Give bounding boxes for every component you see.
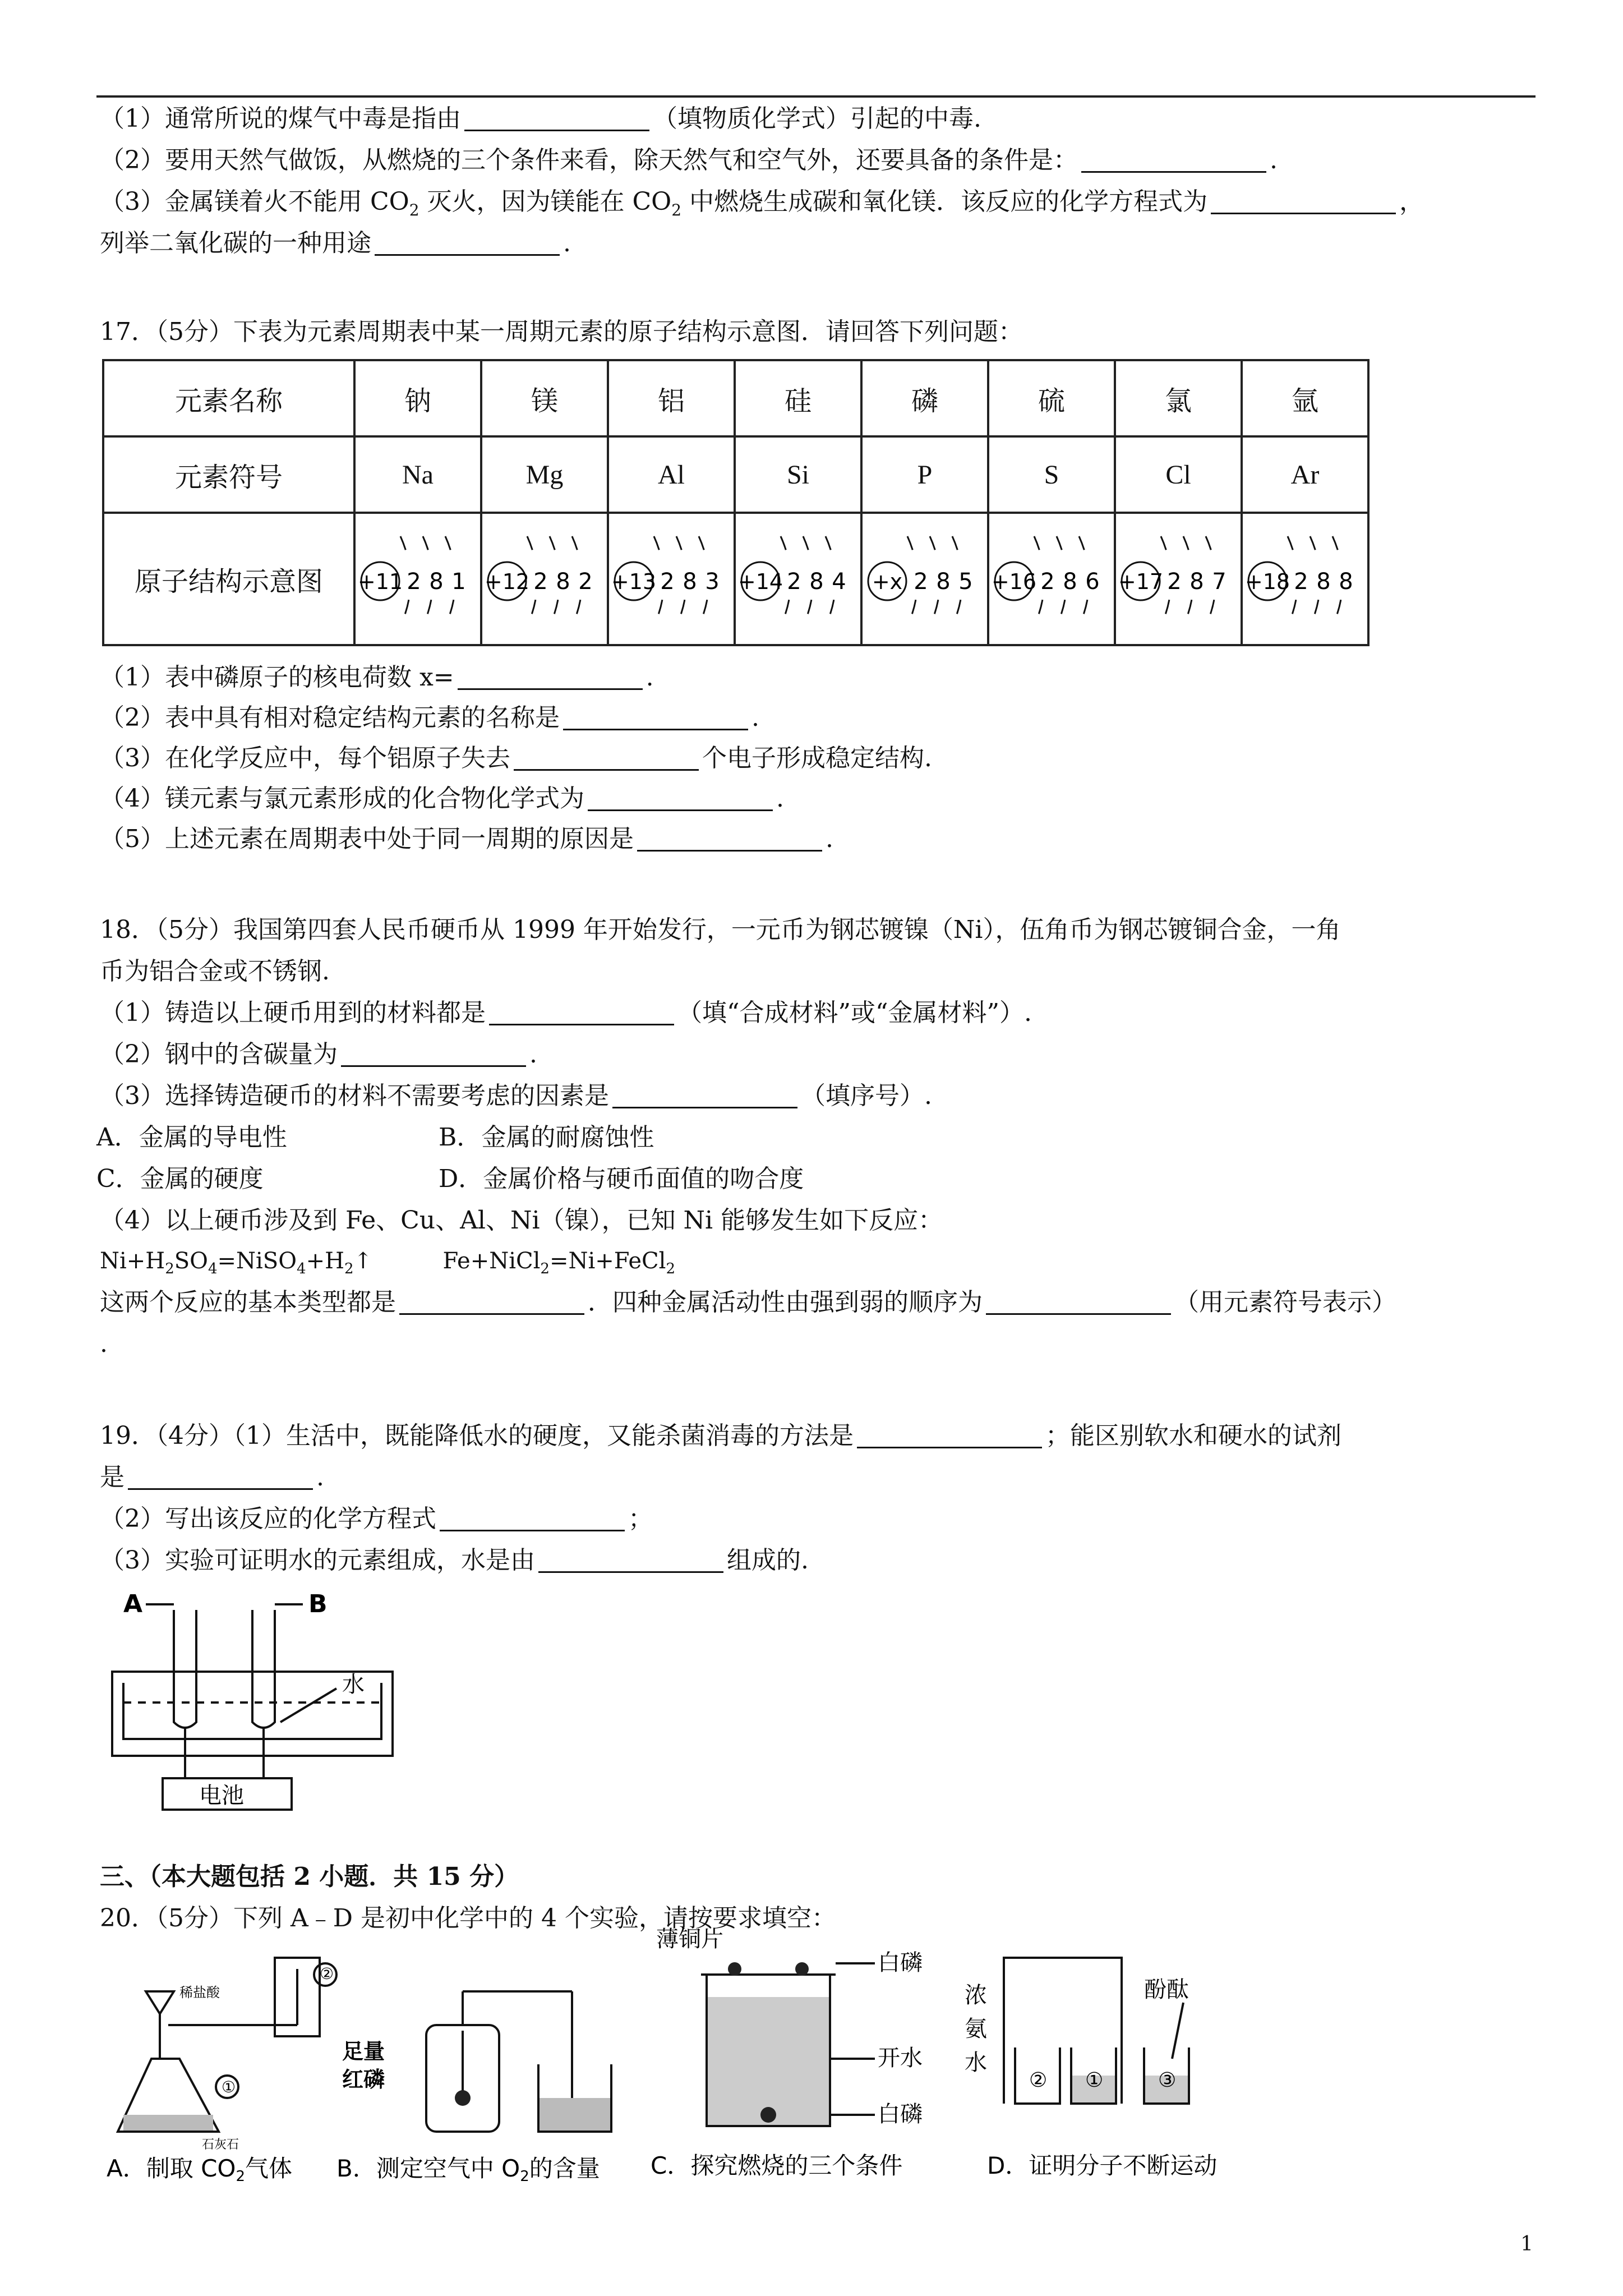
q18-sub-4-answer: 这两个反应的基本类型都是 ．四种金属活动性由强到弱的顺序为 （用元素符号表示） xyxy=(100,1288,1396,1317)
answer-blank[interactable] xyxy=(612,1082,797,1108)
shell-electron-count: 2 xyxy=(1167,569,1182,595)
separatory-funnel xyxy=(146,1991,174,2014)
atom-structure-diagram xyxy=(1245,514,1365,637)
shell-electron-count: 1 xyxy=(451,569,466,595)
answer-blank[interactable] xyxy=(1081,146,1266,173)
atom-diagram-cell xyxy=(735,513,861,645)
shell-electron-count: 2 xyxy=(914,569,928,595)
nuclear-charge: +11 xyxy=(358,569,403,594)
q18-sub-3: （3）选择铸造硬币的材料不需要考虑的因素是 （填序号）. xyxy=(100,1082,932,1110)
test-tube-b xyxy=(252,1610,275,1728)
option-a: A．金属的导电性 xyxy=(96,1123,287,1152)
row-header-name: 元素名称 xyxy=(103,360,354,436)
figure-d-caption: D．证明分子不断运动 xyxy=(987,2152,1218,2179)
label-a: A xyxy=(123,1593,143,1618)
q16-line-3: （3）金属镁着火不能用 $CO_2$ 灭火，因为镁能在 $CO_2$ 中燃烧生成碳和氧化镁．该反应的化学方程式为 ， xyxy=(100,187,1424,219)
answer-blank[interactable] xyxy=(464,105,649,131)
answer-blank[interactable] xyxy=(637,825,822,852)
shell-electron-count: 2 xyxy=(1040,569,1055,595)
q18-stem-1: 18．（5分）我国第四套人民币硬币从 1999 年开始发行，一元币为钢芯镀镍（Ni），伍角币为钢芯镀铜合金，一角 xyxy=(100,915,1341,944)
answer-blank[interactable] xyxy=(440,1505,625,1531)
nuclear-charge: +12 xyxy=(485,569,530,594)
row-header-symbol: 元素符号 xyxy=(103,436,354,513)
ammonia-label-1: 浓 xyxy=(965,1982,987,2008)
nuclear-charge: +14 xyxy=(738,569,783,594)
label-2: ② xyxy=(320,1964,334,1983)
atom-structure-diagram xyxy=(738,514,858,637)
section-3-title: 三、（本大题包括 2 小题．共 15 分） xyxy=(100,1862,519,1891)
test-tube-a xyxy=(174,1610,196,1728)
element-symbol: Na xyxy=(354,436,481,513)
element-name: 铝 xyxy=(608,360,735,436)
element-symbol: Ar xyxy=(1242,436,1368,513)
q17-sub-1: （1）表中磷原子的核电荷数 x= . xyxy=(100,663,654,692)
nuclear-charge: +13 xyxy=(611,569,657,594)
figure-a-co2-preparation xyxy=(107,1947,342,2182)
shell-electron-count: 4 xyxy=(832,569,846,595)
atom-structure-diagram xyxy=(611,514,731,637)
answer-blank[interactable] xyxy=(341,1041,526,1067)
figure-c-combustion-conditions xyxy=(651,1918,953,2182)
figure-a-caption: A．制取 CO2气体 xyxy=(107,2155,293,2182)
shell-electron-count: 2 xyxy=(660,569,675,595)
shell-electron-count: 7 xyxy=(1212,569,1227,595)
element-symbol: P xyxy=(861,436,988,513)
water-label: 水 xyxy=(342,1672,365,1697)
figure-b-oxygen-measurement xyxy=(336,1947,639,2182)
q19-sub-3: （3）实验可证明水的元素组成，水是由 组成的. xyxy=(100,1546,809,1575)
ammonia-label-3: 水 xyxy=(965,2050,987,2076)
q19-sub-1-cont: 是 . xyxy=(100,1463,324,1492)
stone-label: 石灰石 xyxy=(202,2138,239,2152)
element-symbol: S xyxy=(988,436,1115,513)
label-1: ① xyxy=(1085,2069,1104,2092)
option-b: B．金属的耐腐蚀性 xyxy=(439,1123,654,1152)
q19-sub-1: 19．（4分）（1）生活中，既能降低水的硬度，又能杀菌消毒的方法是 ；能区别软水和硬水的试剂 xyxy=(100,1421,1341,1450)
q16-line-1: （1）通常所说的煤气中毒是指由 （填物质化学式）引起的中毒. xyxy=(100,104,981,133)
q18-sub-1: （1）铸造以上硬币用到的材料都是 （填“合成材料”或“金属材料”）. xyxy=(100,999,1032,1027)
element-name: 氩 xyxy=(1242,360,1368,436)
q17-sub-5: （5）上述元素在周期表中处于同一周期的原因是 . xyxy=(100,825,833,853)
figure-b-caption: B．测定空气中 O2的含量 xyxy=(336,2155,600,2182)
label-red-phosphorus: 红磷 xyxy=(342,2067,385,2092)
nuclear-charge: +x xyxy=(872,569,903,594)
q17-sub-4: （4）镁元素与氯元素形成的化合物化学式为 . xyxy=(100,784,784,813)
answer-blank[interactable] xyxy=(399,1289,584,1315)
q17-sub-2: （2）表中具有相对稳定结构元素的名称是 . xyxy=(100,703,759,732)
nuclear-charge: +16 xyxy=(992,569,1037,594)
option-d: D．金属价格与硬币面值的吻合度 xyxy=(439,1165,804,1193)
hot-water-label: 开水 xyxy=(878,2045,923,2071)
atom-diagram-cell xyxy=(608,513,735,645)
answer-blank[interactable] xyxy=(563,704,748,730)
figure-d-molecular-motion xyxy=(953,1918,1267,2182)
battery-label: 电池 xyxy=(199,1783,244,1809)
white-phosphorus-bottom-label: 白磷 xyxy=(878,2101,923,2127)
q18-stem-2: 币为铝合金或不锈钢. xyxy=(100,957,330,986)
shell-electron-count: 8 xyxy=(1316,569,1331,595)
shell-electron-count: 2 xyxy=(533,569,548,595)
q18-trailing-period: . xyxy=(100,1329,108,1358)
q20-stem: 20．（5分）下列 A﹣D 是初中化学中的 4 个实验，请按要求填空： xyxy=(100,1904,836,1932)
q18-sub-2: （2）钢中的含碳量为 . xyxy=(100,1040,537,1069)
shell-electron-count: 8 xyxy=(936,569,951,595)
white-phosphorus-top-label: 白磷 xyxy=(878,1950,923,1976)
acid-label: 稀盐酸 xyxy=(179,1985,220,2000)
answer-blank[interactable] xyxy=(538,1547,723,1573)
answer-blank[interactable] xyxy=(857,1422,1042,1448)
q17-sub-3: （3）在化学反应中，每个铝原子失去 个电子形成稳定结构. xyxy=(100,744,932,772)
atom-structure-diagram xyxy=(865,514,985,637)
equation-1: $Ni+H_2SO_4=NiSO_4+H_2↑$ xyxy=(100,1248,373,1277)
atom-diagram-cell xyxy=(1115,513,1242,645)
q18-sub-4: （4）以上硬币涉及到 Fe、Cu、Al、Ni（镍），已知 Ni 能够发生如下反应： xyxy=(100,1206,943,1235)
answer-blank[interactable] xyxy=(514,744,699,771)
q17-stem: 17．（5分）下表为元素周期表中某一周期元素的原子结构示意图．请回答下列问题： xyxy=(100,318,1023,346)
atom-structure-diagram xyxy=(485,514,605,637)
element-name: 氯 xyxy=(1115,360,1242,436)
nuclear-charge: +18 xyxy=(1245,569,1290,594)
shell-electron-count: 8 xyxy=(429,569,444,595)
answer-blank[interactable] xyxy=(375,229,560,256)
element-symbol: Al xyxy=(608,436,735,513)
shell-electron-count: 8 xyxy=(1063,569,1077,595)
page-number: 1 xyxy=(1520,2233,1533,2256)
answer-blank[interactable] xyxy=(986,1289,1171,1315)
atom-structure-diagram xyxy=(358,514,478,637)
shell-electron-count: 6 xyxy=(1085,569,1100,595)
atom-diagram-cell xyxy=(354,513,481,645)
copper-label: 薄铜片 xyxy=(656,1926,723,1952)
answer-blank[interactable] xyxy=(489,999,674,1025)
option-c: C．金属的硬度 xyxy=(96,1165,264,1193)
element-name: 硫 xyxy=(988,360,1115,436)
shell-electron-count: 2 xyxy=(578,569,593,595)
shell-electron-count: 8 xyxy=(1189,569,1204,595)
electrolysis-apparatus-figure xyxy=(101,1593,415,1818)
element-symbol: Cl xyxy=(1115,436,1242,513)
q16-line-2: （2）要用天然气做饭，从燃烧的三个条件来看，除天然气和空气外，还要具备的条件是： . xyxy=(100,146,1278,174)
header-rule xyxy=(96,95,1536,98)
label-sufficient: 足量 xyxy=(342,2039,385,2064)
nuclear-charge: +17 xyxy=(1118,569,1164,594)
element-symbol: Si xyxy=(735,436,861,513)
shell-electron-count: 2 xyxy=(407,569,421,595)
shell-electron-count: 8 xyxy=(683,569,697,595)
q16-line-4: 列举二氧化碳的一种用途 . xyxy=(100,229,571,257)
ammonia-label-2: 氨 xyxy=(965,2016,987,2042)
answer-blank[interactable] xyxy=(1211,188,1396,214)
atom-diagram-cell xyxy=(1242,513,1368,645)
element-name: 磷 xyxy=(861,360,988,436)
atom-diagram-cell xyxy=(861,513,988,645)
equation-2: Fe+NiCl$_2$=Ni+FeCl$_2$ xyxy=(442,1248,675,1277)
element-name: 硅 xyxy=(735,360,861,436)
atom-structure-diagram xyxy=(992,514,1112,637)
element-symbol: Mg xyxy=(481,436,608,513)
shell-electron-count: 8 xyxy=(1339,569,1353,595)
label-3: ③ xyxy=(1158,2069,1177,2092)
label-2: ② xyxy=(1029,2069,1048,2092)
element-name: 钠 xyxy=(354,360,481,436)
element-name: 镁 xyxy=(481,360,608,436)
label-b: B xyxy=(308,1593,328,1618)
q19-sub-2: （2）写出该反应的化学方程式 ； xyxy=(100,1504,653,1533)
atom-structure-diagram xyxy=(1118,514,1238,637)
shell-electron-count: 8 xyxy=(809,569,824,595)
shell-electron-count: 2 xyxy=(1294,569,1308,595)
answer-blank[interactable] xyxy=(458,664,643,690)
figure-c-caption: C．探究燃烧的三个条件 xyxy=(651,2152,903,2179)
row-header-diagram: 原子结构示意图 xyxy=(103,513,354,645)
q18-equations xyxy=(100,1244,675,1286)
element-table xyxy=(102,359,1370,646)
label-1: ① xyxy=(222,2078,236,2096)
shell-electron-count: 5 xyxy=(958,569,973,595)
answer-blank[interactable] xyxy=(588,785,773,811)
shell-electron-count: 3 xyxy=(705,569,720,595)
atom-diagram-cell xyxy=(988,513,1115,645)
phenolphthalein-label: 酚酞 xyxy=(1144,1977,1189,2003)
shell-electron-count: 8 xyxy=(556,569,570,595)
shell-electron-count: 2 xyxy=(787,569,801,595)
answer-blank[interactable] xyxy=(128,1464,313,1490)
atom-diagram-cell xyxy=(481,513,608,645)
